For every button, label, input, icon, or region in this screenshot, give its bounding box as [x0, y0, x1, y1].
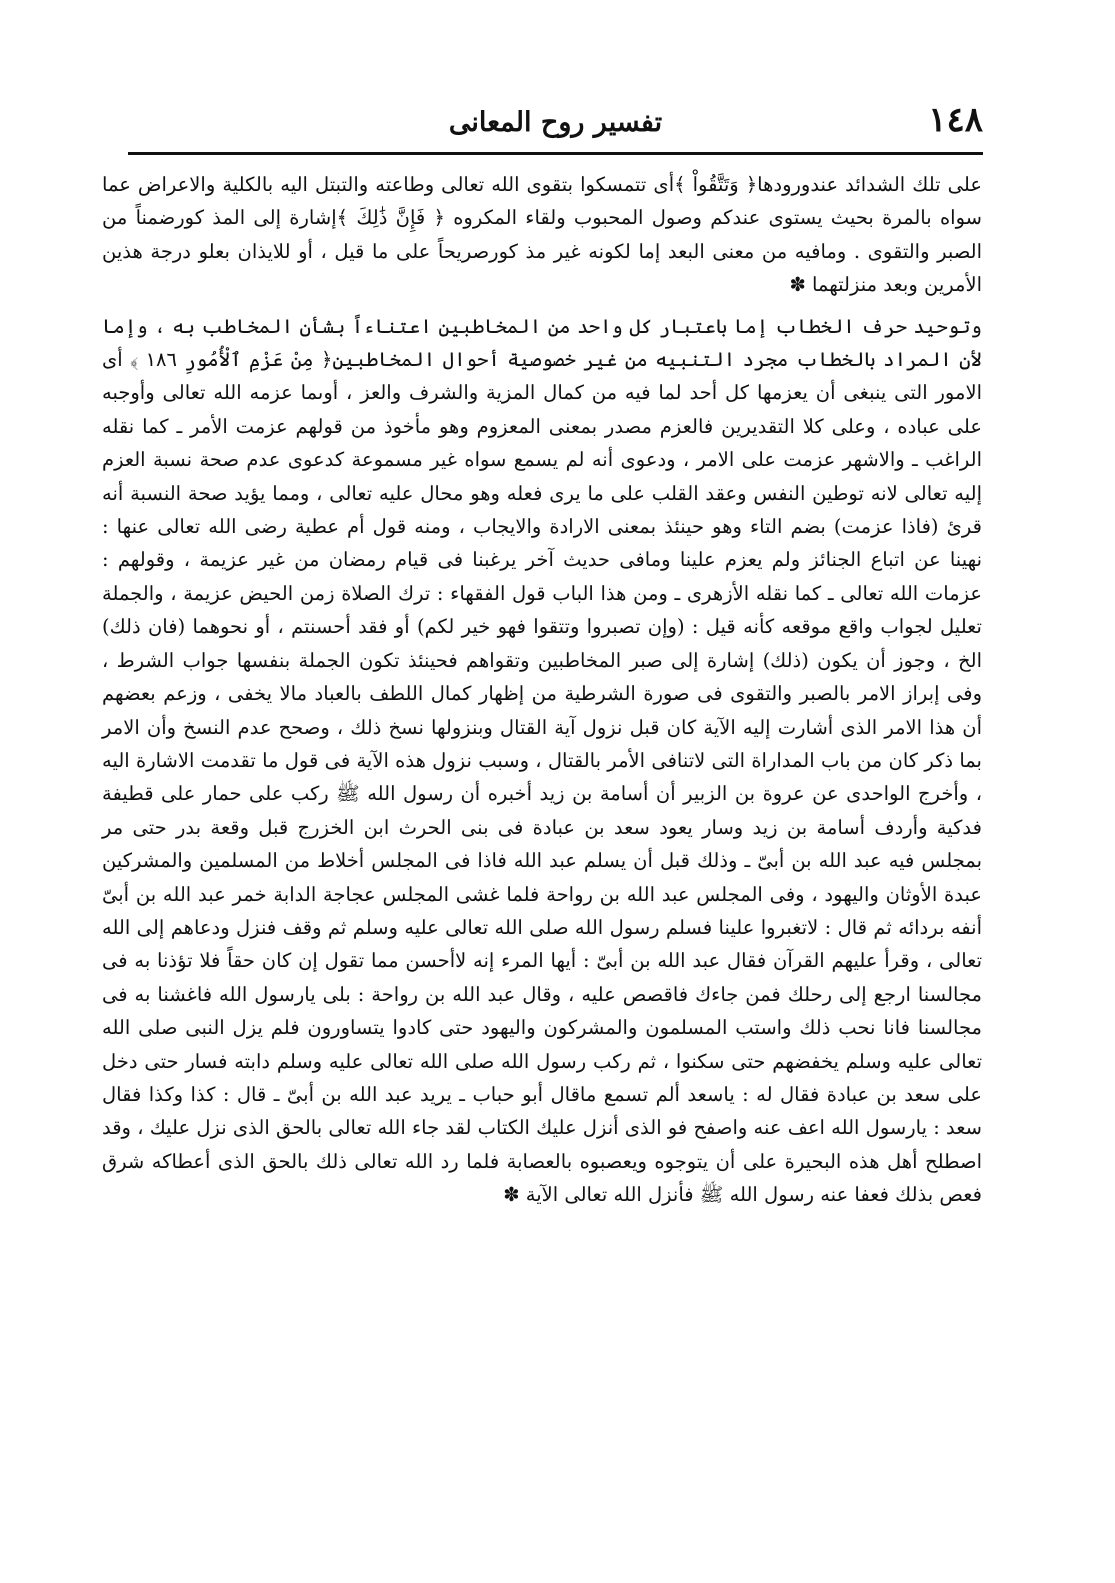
- page-number: ١٤٨: [928, 100, 983, 140]
- header-rule: [128, 152, 983, 155]
- running-title: تفسير روح المعانى: [448, 107, 663, 138]
- paragraph-1: على تلك الشدائد عندورودها﴿ وَتَتَّقُواْ ﴾أى تتمسكوا بتقوى الله تعالى وطاعته والتبتل اليه بالكلية والاعراض عما سواه بالمرة بحيث يستوى عندكم وصول المحبوب ولقاء المكروه ﴿ فَإِنَّ ذَٰلِكَ ﴾إشارة إلى المذ كورضمناً من الصبر والتقوى . ومافيه من معنى البعد إما لكونه غير مذ كورصريحاً على ما قيل ، أو للايذان بعلو درجة هذين الأمرين وبعد منزلتهما ✽: [102, 173, 982, 297]
- body-text: [102, 168, 982, 1212]
- page-header: [128, 96, 983, 152]
- paragraph-2: وتوحيد حرف الخطاب إما باعتبار كل واحد من المخاطبين اعتناءاً بشأن المخاطب به ، وإما لأن المراد بالخطاب مجرد التنبيه من غير خصوصية أحوال المخاطبين﴿ مِنْ عَزْمِ ٱلْأُمُورِ ١٨٦ ﴾ أى الامور التى ينبغى أن يعزمها كل أحد لما فيه من كمال المزية والشرف والعز ، أوىما عزمه الله تعالى وأوجبه على عباده ، وعلى كلا التقديرين فالعزم مصدر بمعنى المعزوم وهو مأخوذ من قولهم عزمت الأمر ـ كما نقله الراغب ـ والاشهر عزمت على الامر ، ودعوى أنه لم يسمع سواه غير مسموعة كدعوى عدم صحة نسبة العزم إليه تعالى لانه توطين النفس وعقد القلب على ما يرى فعله وهو محال عليه تعالى ، ومما يؤيد صحة النسبة أنه قرئ (فاذا عزمت) بضم التاء وهو حينئذ بمعنى الارادة والايجاب ، ومنه قول أم عطية رضى الله تعالى عنها : نهينا عن اتباع الجنائز ولم يعزم علينا ومافى حديث آخر يرغبنا فى قيام رمضان من غير عزيمة ، وقولهم : عزمات الله تعالى ـ كما نقله الأزهرى ـ ومن هذا الباب قول الفقهاء : ترك الصلاة زمن الحيض عزيمة ، والجملة تعليل لجواب واقع موقعه كأنه قيل : (وإن تصبروا وتتقوا فهو خير لكم) أو فقد أحسنتم ، أو نحوهما (فان ذلك) الخ ، وجوز أن يكون (ذلك) إشارة إلى صبر المخاطبين وتقواهم فحينئذ تكون الجملة بنفسها جواب الشرط ، وفى إبراز الامر بالصبر والتقوى فى صورة الشرطية من إظهار كمال اللطف بالعباد مالا يخفى ، وزعم بعضهم أن هذا الامر الذى أشارت إليه الآية كان قبل نزول آية القتال وبنزولها نسخ ذلك ، وصحح عدم النسخ وأن الامر بما ذكر كان من باب المداراة التى لاتنافى الأمر بالقتال ، وسبب نزول هذه الآية فى قول ما تقدمت الاشارة اليه ، وأخرج الواحدى عن عروة بن الزبير أن أسامة بن زيد أخبره أن رسول الله ﷺ ركب على حمار على قطيفة فدكية وأردف أسامة بن زيد وسار يعود سعد بن عبادة فى بنى الحرث ابن الخزرج قبل وقعة بدر حتى مر بمجلس فيه عبد الله بن أبىّ ـ وذلك قبل أن يسلم عبد الله فاذا فى المجلس أخلاط من المسلمين والمشركين عبدة الأوثان واليهود ، وفى المجلس عبد الله بن رواحة فلما غشى المجلس عجاجة الدابة خمر عبد الله بن أبىّ أنفه بردائه ثم قال : لاتغبروا علينا فسلم رسول الله صلى الله تعالى عليه وسلم ثم وقف فنزل ودعاهم إلى الله تعالى ، وقرأ عليهم القرآن فقال عبد الله بن أبىّ : أيها المرء إنه لاأحسن مما تقول إن كان حقاً فلا تؤذنا به فى مجالسنا ارجع إلى رحلك فمن جاءك فاقصص عليه ، وقال عبد الله بن رواحة : بلى يارسول الله فاغشنا به فى مجالسنا فانا نحب ذلك واستب المسلمون والمشركون واليهود حتى كادوا يتساورون فلم يزل النبى صلى الله تعالى عليه وسلم يخفضهم حتى سكنوا ، ثم ركب رسول الله صلى الله تعالى عليه وسلم دابته فسار حتى دخل على سعد بن عبادة فقال له : ياسعد ألم تسمع ماقال أبو حباب ـ يريد عبد الله بن أبىّ ـ قال : كذا وكذا فقال سعد : يارسول الله اعف عنه واصفح فو الذى أنزل عليك الكتاب لقد جاء الله تعالى بالحق الذى نزل عليك ، وقد اصطلح أهل هذه البحيرة على أن يتوجوه ويعصبوه بالعصابة فلما رد الله تعالى ذلك بالحق الذى أعطاكه شرق فعص بذلك فعفا عنه رسول الله ﷺ فأنزل الله تعالى الآية ✽: [102, 314, 982, 1207]
